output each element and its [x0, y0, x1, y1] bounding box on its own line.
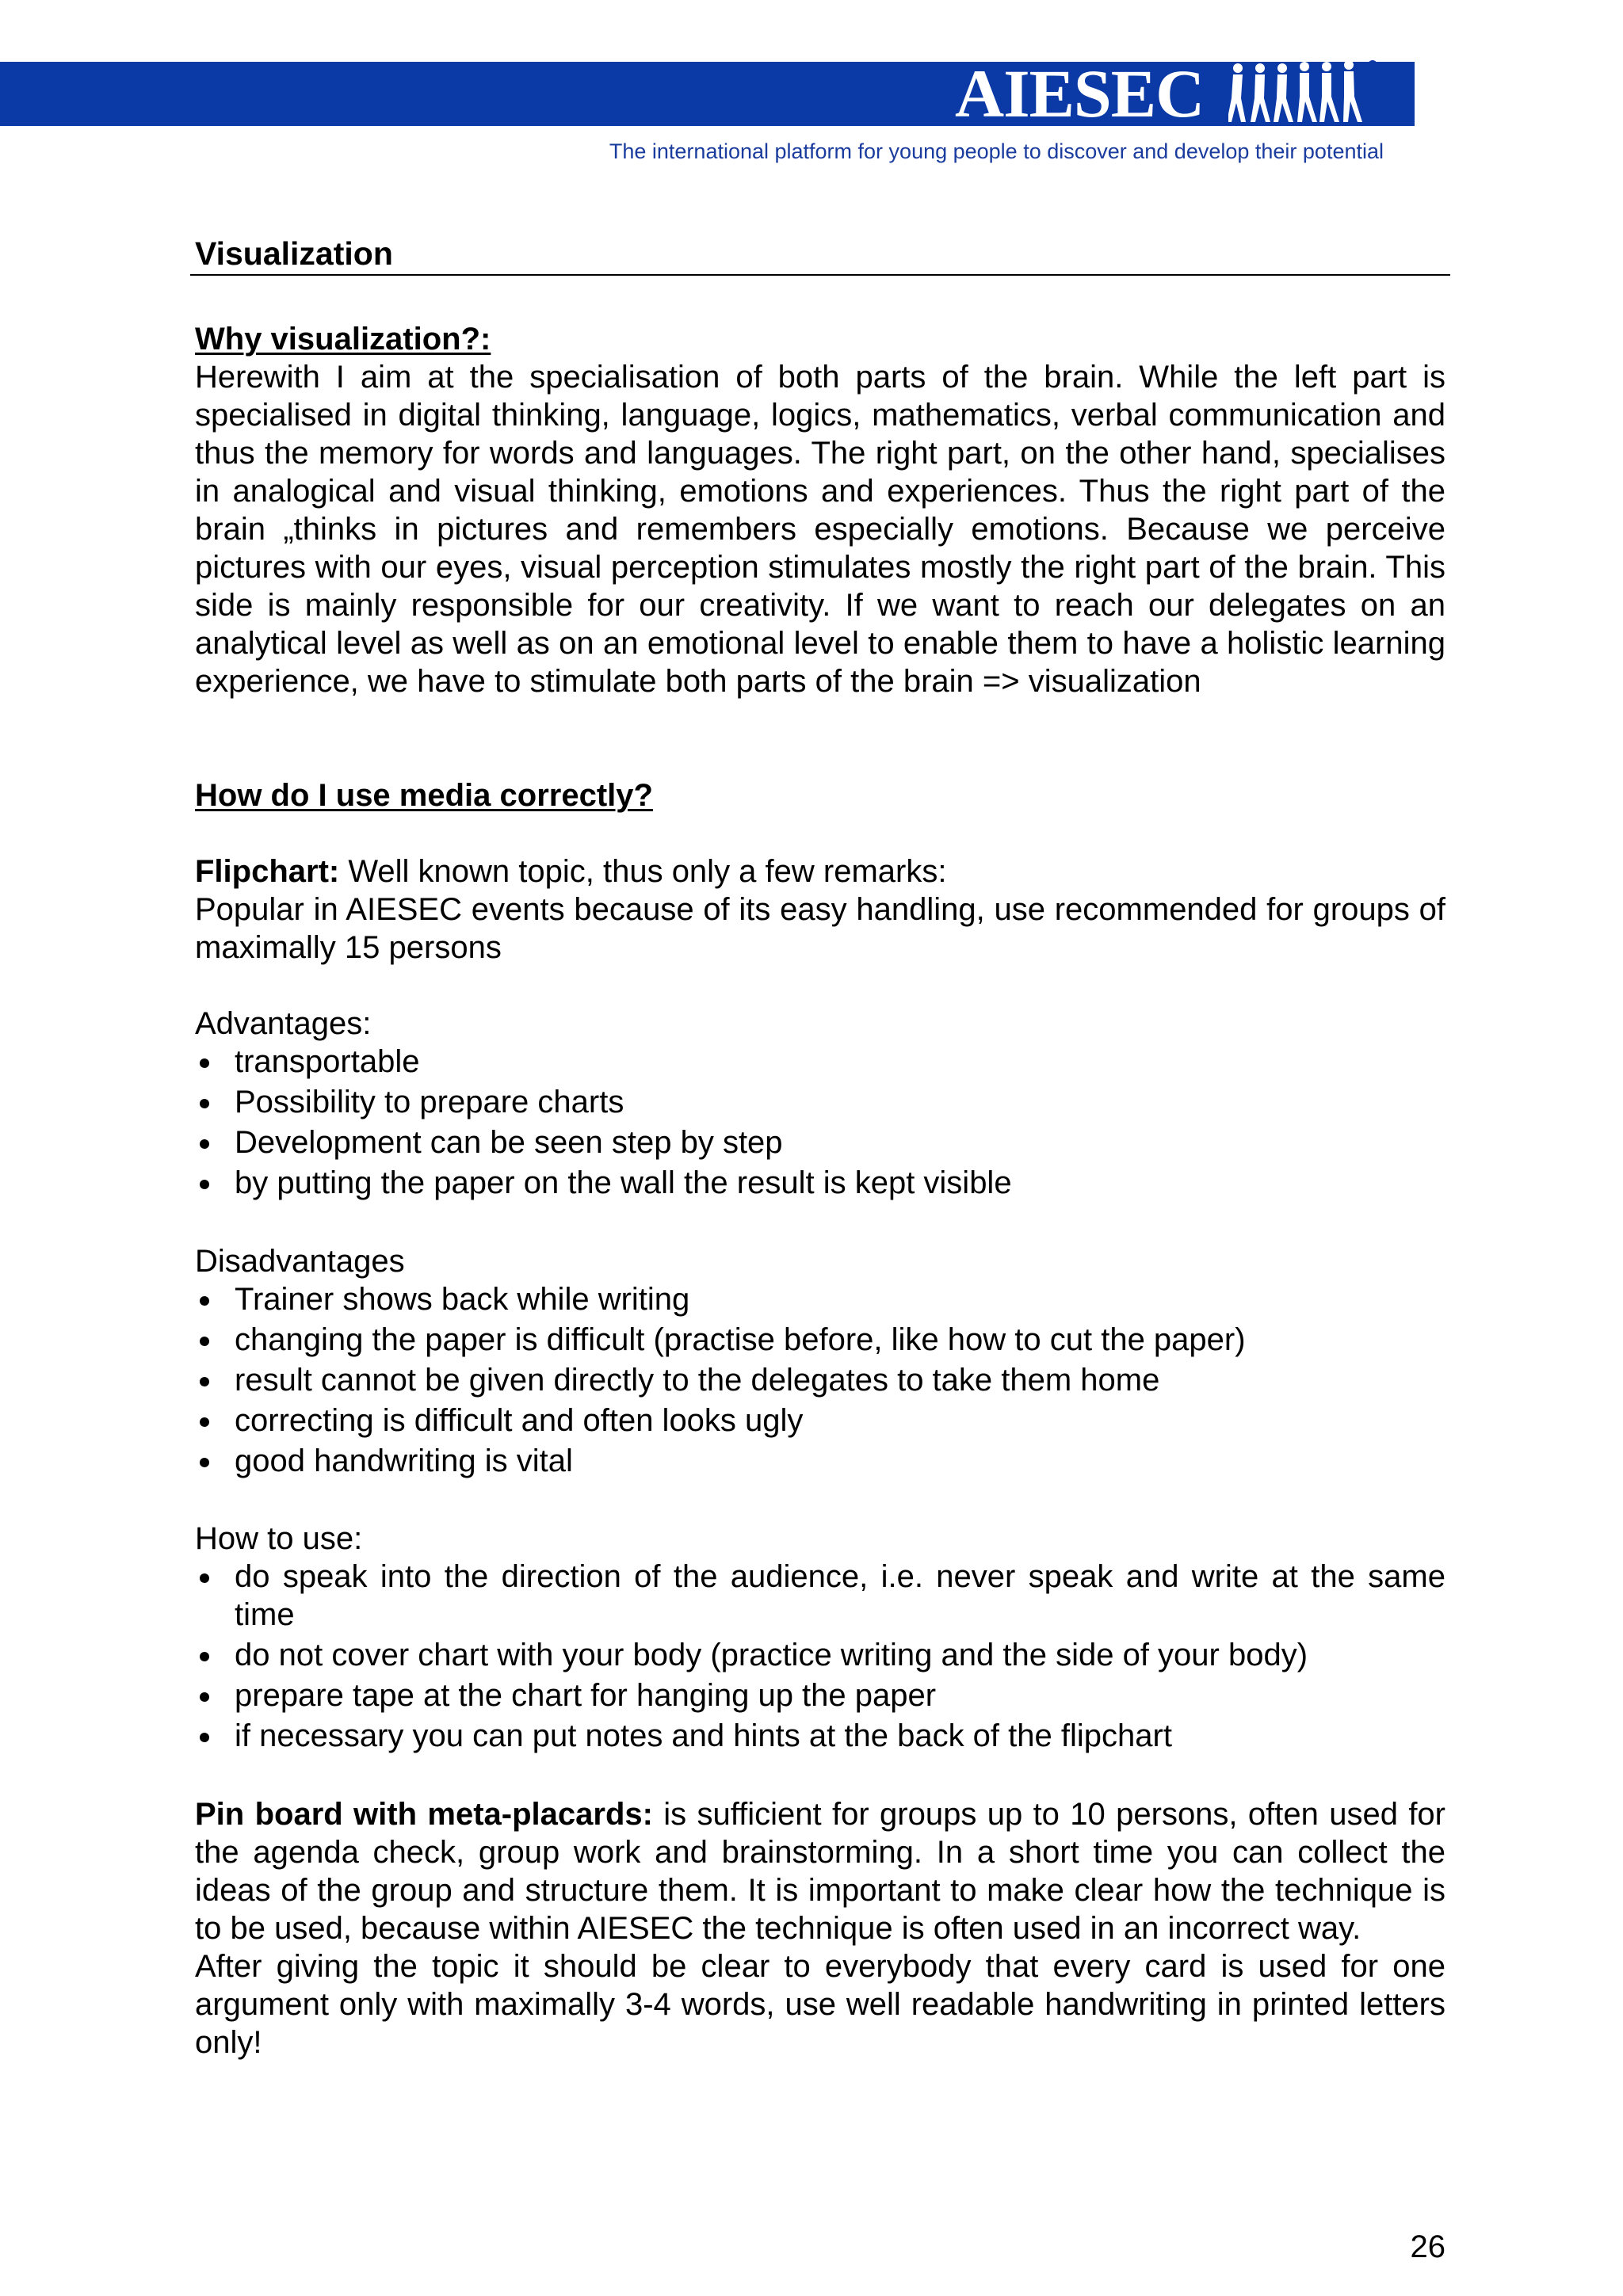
- flipchart-intro-text: Well known topic, thus only a few remarks:: [339, 854, 947, 889]
- howto-section: [195, 1520, 1445, 1757]
- why-heading: Why visualization?:: [195, 322, 491, 357]
- walking-people-icon: [1228, 59, 1395, 128]
- list-item: transportable: [195, 1043, 1445, 1081]
- logo-text: AIESEC: [955, 55, 1205, 132]
- how-section: [195, 776, 1445, 814]
- tagline: The international platform for young people to discover and develop their potential: [609, 139, 1384, 163]
- list-item: changing the paper is difficult (practise before, like how to cut the paper): [195, 1321, 1445, 1359]
- list-item: prepare tape at the chart for hanging up the paper: [195, 1676, 1445, 1714]
- pinboard-text-2: After giving the topic it should be clear to everybody that every card is used for one argument only with maximally 3-4 words, use well readable handwriting in printed letters only!: [195, 1949, 1445, 2060]
- howto-list: [195, 1558, 1445, 1755]
- list-item: Possibility to prepare charts: [195, 1083, 1445, 1121]
- advantages-list: [195, 1043, 1445, 1202]
- page-number: 26: [1410, 2229, 1445, 2264]
- aiesec-logo: [955, 57, 1399, 130]
- list-item: Trainer shows back while writing: [195, 1280, 1445, 1318]
- pinboard-text: is sufficient for groups up to 10 persons, often used for the agenda check, group work and brainstorming. In a short time you can collect the ideas of the group and structure them. It is important to make clear how the technique is to be used, because within AIESEC the technique is often used in an incorrect way.: [195, 1797, 1445, 1946]
- list-item: result cannot be given directly to the delegates to take them home: [195, 1361, 1445, 1399]
- title-divider: [190, 274, 1450, 276]
- flipchart-label: Flipchart:: [195, 854, 340, 889]
- list-item: Development can be seen step by step: [195, 1123, 1445, 1161]
- list-item: correcting is difficult and often looks ugly: [195, 1402, 1445, 1440]
- disadvantages-label: Disadvantages: [195, 1244, 405, 1279]
- page-title: Visualization: [195, 235, 393, 272]
- flipchart-intro: [195, 852, 1445, 967]
- how-heading: How do I use media correctly?: [195, 778, 653, 813]
- flipchart-description: Popular in AIESEC events because of its easy handling, use recommended for groups of maximally 15 persons: [195, 892, 1445, 965]
- howto-label: How to use:: [195, 1521, 363, 1556]
- why-paragraph: Herewith I aim at the specialisation of both parts of the brain. While the left part is specialised in digital thinking, language, logics, mathematics, verbal communication and thus the memory for words and languages. The right part, on the other hand, specialises in analogical and visual thinking, emotions and experiences. Thus the right part of the brain „thinks in pictures and remembers especially emotions. Because we perceive pictures with our eyes, visual perception stimulates mostly the right part of the brain. This side is mainly responsible for our creativity. If we want to reach our delegates on an analytical level as well as on an emotional level to enable them to have a holistic learning experience, we have to stimulate both parts of the brain => visualization: [195, 360, 1445, 699]
- advantages-section: [195, 1005, 1445, 1204]
- list-item: good handwriting is vital: [195, 1442, 1445, 1480]
- list-item: do speak into the direction of the audience, i.e. never speak and write at the same time: [195, 1558, 1445, 1634]
- advantages-label: Advantages:: [195, 1006, 372, 1041]
- list-item: if necessary you can put notes and hints at the back of the flipchart: [195, 1717, 1445, 1755]
- list-item: by putting the paper on the wall the result is kept visible: [195, 1164, 1445, 1202]
- list-item: do not cover chart with your body (practice writing and the side of your body): [195, 1636, 1445, 1674]
- why-section: [195, 320, 1445, 700]
- pinboard-label: Pin board with meta-placards:: [195, 1797, 653, 1832]
- disadvantages-section: [195, 1242, 1445, 1482]
- pinboard-section: [195, 1795, 1445, 2061]
- disadvantages-list: [195, 1280, 1445, 1480]
